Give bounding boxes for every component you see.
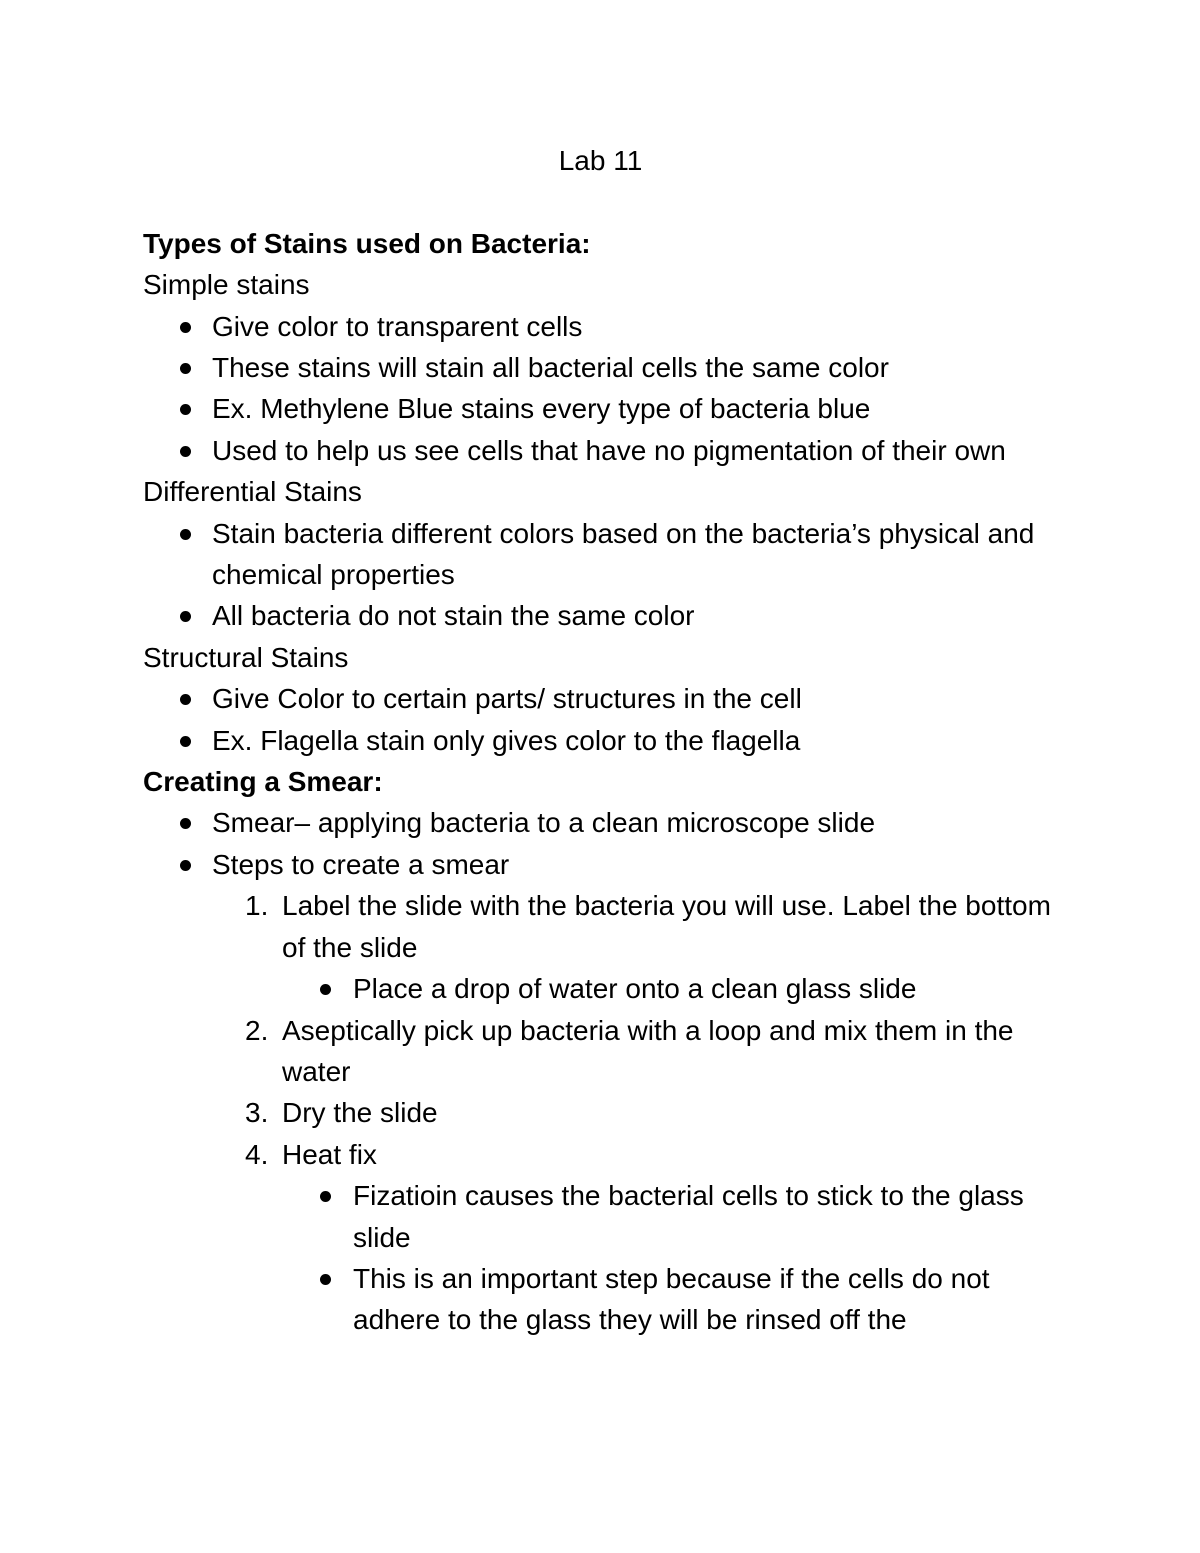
list-item: All bacteria do not stain the same color [143, 595, 1058, 636]
smear-steps-list [212, 885, 1058, 1340]
page-title: Lab 11 [558, 145, 643, 176]
bullet-icon [180, 529, 191, 540]
step-item [212, 1134, 1058, 1341]
bullet-icon [180, 404, 191, 415]
list-item: Steps to create a smear 1. Label the slide with the bacteria you will use. Label the bottom of the slide Place a drop of water onto a clean glass slide 2. Aseptically pick up bacteria with a loop and mix them in the water 3. Dry the slide 4. Heat fix Fizatioin causes the bacterial cells to stick to the glass slide This is an important step because if the cells do not adhere to the glass they will be rinsed off the [143, 844, 1058, 1341]
document-content [143, 140, 1058, 1341]
section-heading-stains: Types of Stains used on Bacteria: [143, 227, 591, 259]
structural-stains-list [143, 678, 1058, 761]
step-text: Heat fix [282, 1138, 377, 1170]
step-number: 2. [245, 1014, 269, 1046]
list-item: Smear– applying bacteria to a clean microscope slide [143, 802, 1058, 843]
step-text: Aseptically pick up bacteria with a loop and mix them in the water [282, 1014, 1014, 1087]
step-number: 4. [245, 1138, 269, 1170]
list-item: This is an important step because if the cells do not adhere to the glass they will be rinsed off the [282, 1258, 1058, 1341]
subheading-simple-stains: Simple stains [143, 269, 310, 301]
bullet-icon [180, 322, 191, 333]
subheading-differential-stains: Differential Stains [143, 476, 362, 508]
bullet-icon [180, 611, 191, 622]
step-item [212, 1092, 1058, 1133]
bullet-icon [320, 1274, 331, 1285]
bullet-icon [180, 736, 191, 747]
bullet-icon [180, 860, 191, 871]
step-number: 1. [245, 890, 269, 922]
blank-line [143, 181, 1058, 222]
step-text: Label the slide with the bacteria you will use. Label the bottom of the slide [282, 890, 1051, 963]
step-number: 3. [245, 1097, 269, 1129]
list-item: Used to help us see cells that have no pigmentation of their own [143, 430, 1058, 471]
list-item: Ex. Methylene Blue stains every type of bacteria blue [143, 388, 1058, 429]
list-item: Stain bacteria different colors based on the bacteria’s physical and chemical properties [143, 513, 1058, 596]
step-item [212, 1010, 1058, 1093]
list-item: Give color to transparent cells [143, 306, 1058, 347]
list-item: Ex. Flagella stain only gives color to the flagella [143, 720, 1058, 761]
bullet-icon [180, 446, 191, 457]
bullet-icon [180, 818, 191, 829]
simple-stains-list [143, 306, 1058, 472]
bullet-icon [180, 363, 191, 374]
list-item: Place a drop of water onto a clean glass slide [282, 968, 1058, 1009]
differential-stains-list [143, 513, 1058, 637]
bullet-icon [180, 694, 191, 705]
step-sublist [282, 968, 1058, 1009]
subheading-structural-stains: Structural Stains [143, 641, 349, 673]
bullet-icon [320, 1191, 331, 1202]
section-heading-smear: Creating a Smear: [143, 766, 383, 798]
list-item: Give Color to certain parts/ structures in the cell [143, 678, 1058, 719]
step-text: Dry the slide [282, 1097, 438, 1129]
bullet-icon [320, 984, 331, 995]
list-item: Fizatioin causes the bacterial cells to stick to the glass slide [282, 1175, 1058, 1258]
list-item: These stains will stain all bacterial cells the same color [143, 347, 1058, 388]
step-sublist [282, 1175, 1058, 1341]
smear-list [143, 802, 1058, 1340]
step-item [212, 885, 1058, 1009]
